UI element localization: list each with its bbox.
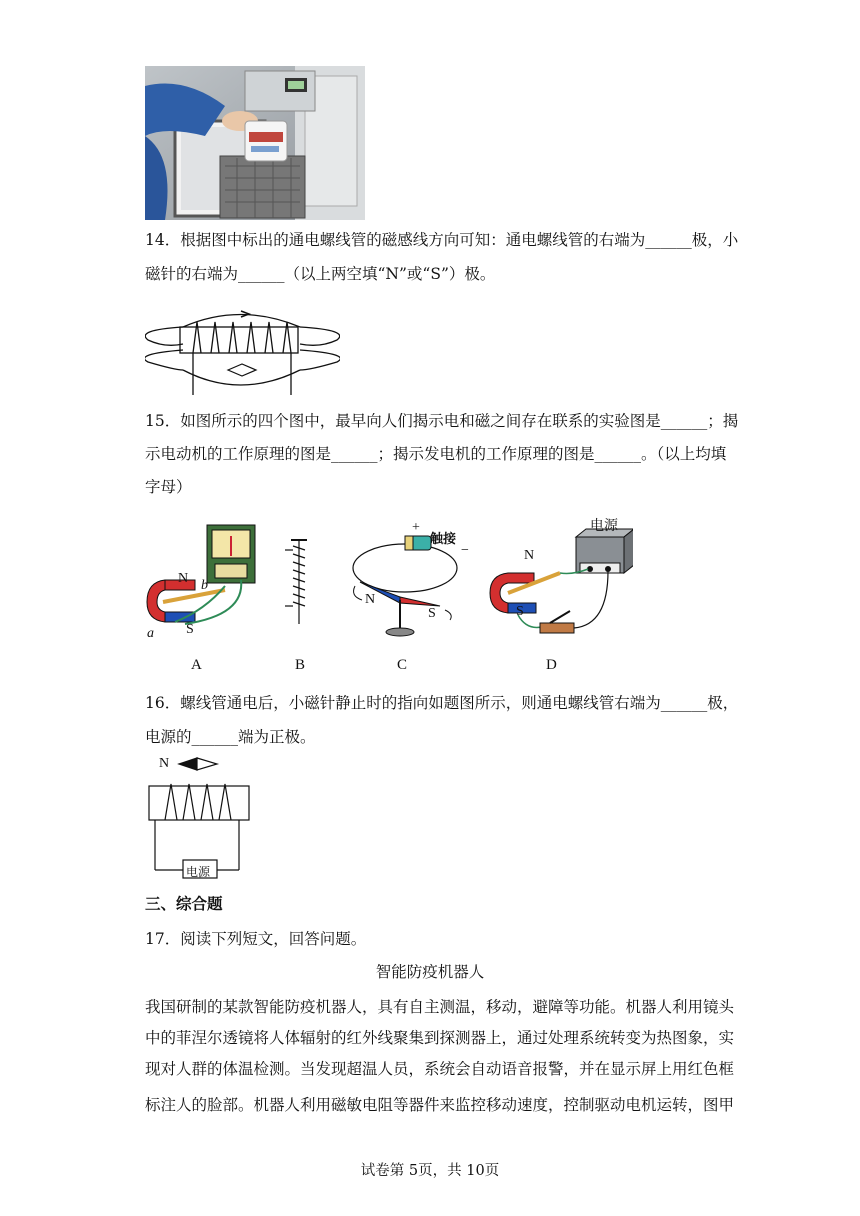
q16-line-1: 16．螺线管通电后，小磁针静止时的指向如题图所示，则通电螺线管右端为______极， [145,694,739,712]
fig-a-b-label: b [201,578,208,593]
caption-d: D [546,657,557,673]
fig-c-plus-label: + [412,520,420,535]
q16-power-label: 电源 [186,865,211,879]
fig-a-a-label: a [147,626,154,641]
q17-article-title: 智能防疫机器人 [375,963,485,981]
fig-c-minus-label: − [461,543,469,558]
q17-paragraph-line-1: 我国研制的某款智能防疫机器人，具有自主测温，移动，避障等功能。机器人利用镜头 [145,998,735,1016]
fig-d-power-label: 电源 [590,518,618,534]
caption-c: C [397,657,408,673]
q17-paragraph-line-2: 中的菲涅尔透镜将人体辐射的红外线聚集到探测器上，通过处理系统转变为热图象，实 [145,1029,735,1047]
fig-d-s-label: S [516,604,524,619]
page-footer: 试卷第 5页，共 10页 [360,1163,500,1179]
q17-intro: 17．阅读下列短文，回答问题。 [145,930,367,948]
q15-line-3: 字母） [145,478,192,496]
fig-a-n-label: N [178,571,189,586]
fig-d-n-label: N [524,548,535,563]
caption-a: A [191,657,202,673]
q14-line-2: 磁针的右端为______（以上两空填“N”或“S”）极。 [145,265,496,283]
q14-line-1: 14．根据图中标出的通电螺线管的磁感线方向可知：通电螺线管的右端为______极，小 [145,231,739,249]
lab-photo [145,66,365,220]
caption-b: B [295,657,306,673]
q15-line-1: 15．如图所示的四个图中，最早向人们揭示电和磁之间存在联系的实验图是______；揭 [145,412,739,430]
section-3-title: 三、综合题 [145,894,223,913]
fig-c-n-label: N [365,592,376,607]
q16-line-2: 电源的______端为正极。 [145,728,316,746]
fig-c-contact-label: 触接 [430,532,457,547]
q15-figure-b-nail [283,530,313,630]
q17-paragraph-line-4: 标注人的脸部。机器人利用磁敏电阻等器件来监控移动速度，控制驱动电机运转，图甲 [145,1096,735,1114]
fig-a-s-label: S [186,622,194,637]
q17-paragraph-line-3: 现对人群的体温检测。当发现超温人员，系统会自动语音报警，并在显示屏上用红色框 [145,1060,735,1078]
q14-solenoid-figure [145,300,340,400]
q15-line-2: 示电动机的工作原理的图是______；揭示发电机的工作原理的图是______。（以上均填 [145,445,727,463]
q16-needle-n-label: N [159,756,170,771]
fig-c-s-label: S [428,606,436,621]
